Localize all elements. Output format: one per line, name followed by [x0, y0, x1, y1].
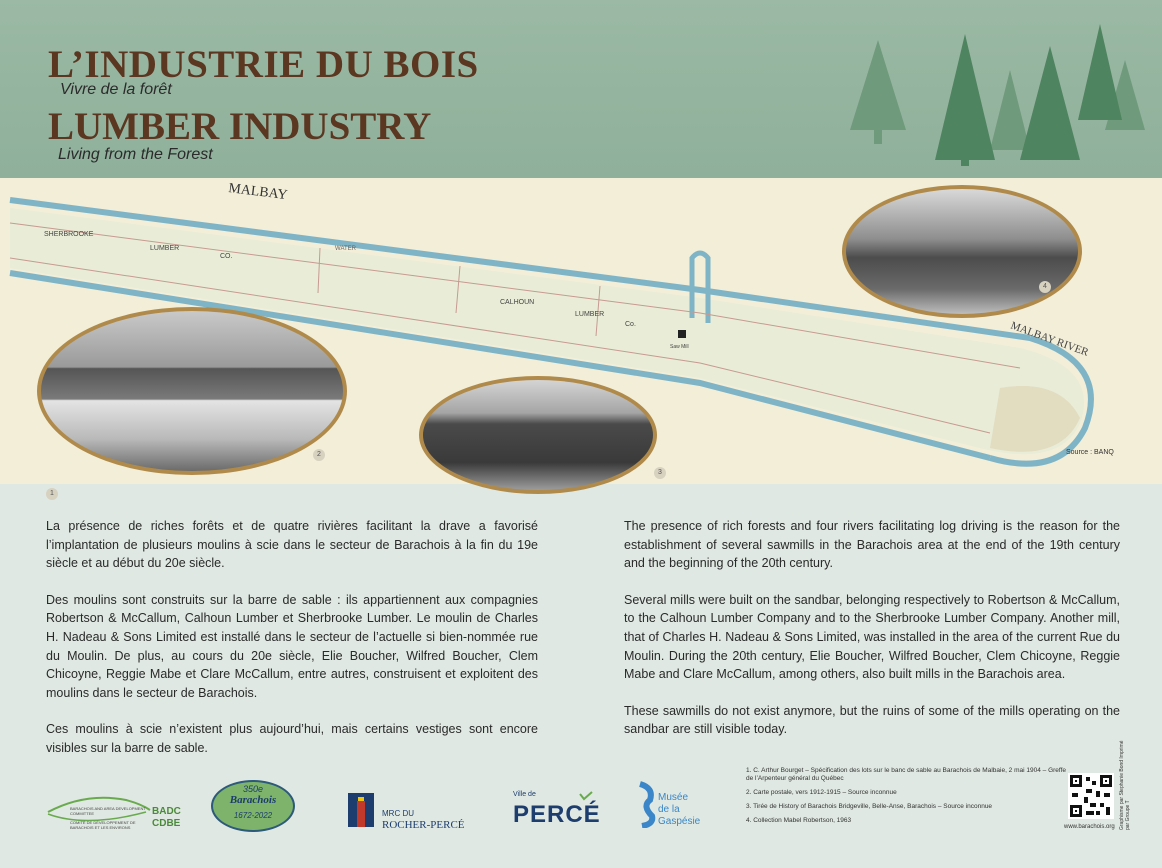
cdbe-small-text: COMITÉ DE DÉVELOPPEMENT DE BARACHOIS ET LES ENVIRONS: [70, 820, 136, 830]
title-fr: L’INDUSTRIE DU BOIS: [48, 43, 479, 86]
photo-workers-group: [419, 376, 657, 494]
map-label-sherbrooke: SHERBROOKE: [44, 231, 94, 238]
credit-1: 1. C. Arthur Bourget – Spécification des lots sur le banc de sable au Barachois de Malbaie, 2 mai 1904 – Greffe de l’Arpenteur général du Québec: [746, 767, 1067, 782]
musee-line-1: Musée: [658, 792, 689, 803]
photo-number-2: 2: [313, 449, 325, 461]
photo-mill-buildings: [37, 307, 347, 475]
photo-number-1: 1: [46, 488, 58, 500]
perce-accent-icon: [579, 791, 593, 801]
anniversary-350-logo: [211, 780, 295, 832]
mrc-rocher-perce-logo: [344, 787, 474, 833]
website-link[interactable]: www.barachois.org: [1064, 824, 1115, 830]
subtitle-fr: Vivre de la forêt: [60, 81, 172, 98]
pine-trees-illustration: [830, 20, 1150, 170]
lighthouse-icon: [344, 787, 378, 831]
qr-code-graphic: [1068, 773, 1114, 819]
perce-wordmark: PERCÉ: [513, 801, 601, 828]
header-banner: [0, 0, 1162, 178]
map-label-water: WATER: [335, 246, 356, 252]
text-column-en: [624, 517, 1120, 757]
paragraph-fr-1: La présence de riches forêts et de quatre rivières facilitant la drave a favorisé l’implantation de plusieurs moulins à scie dans le secteur de Barachois à la fin du 19e siècle et au début du 20e siècle.: [46, 519, 538, 571]
map-label-malbay: MALBAY: [227, 181, 289, 204]
paragraph-fr-2: Des moulins sont construits sur la barre de sable : ils appartiennent aux compagnies Robertson & McCallum, Calhoun Lumber et Sherbrooke Lumber. Le moulin de Charles H. Nadeau & Sons Limited est installé dans le secteur de l’actuelle si bien-nommée rue du Moulin. De plus, au cours du 20e siècle, Elie Boucher, Wilfred Boucher, Clem Chicoyne, Reggie Mabe et Clare McCallum, entre autres, construisent et exploitent des moulins dans le secteur de Barachois.: [46, 592, 538, 700]
badc-label: BADC: [152, 806, 181, 817]
musee-gaspesie-logo: [636, 780, 716, 832]
credit-4: 4. Collection Mabel Robertson, 1963: [746, 817, 852, 824]
map-label-co-2: Co.: [625, 321, 636, 328]
map-label-saw-mill: Saw Mill: [670, 344, 689, 350]
musee-line-2: de la: [658, 804, 680, 815]
credit-3: 3. Tirée de History of Barachois Bridgeville, Belle-Anse, Barachois – Source inconnue: [746, 803, 993, 810]
photo-old-sawmill: [842, 185, 1082, 318]
map-label-co: CO.: [220, 253, 233, 260]
map-label-river: MALBAY RIVER: [1008, 319, 1091, 359]
subtitle-en: Living from the Forest: [58, 146, 213, 163]
mrc-name: ROCHER-PERCÉ: [382, 819, 465, 831]
anniversary-number: 350e: [242, 784, 264, 794]
map-label-calhoun: CALHOUN: [500, 299, 535, 306]
paragraph-fr-3: Ces moulins à scie n’existent plus aujourd’hui, mais certains vestiges sont encore visibles sur la barre de sable.: [46, 722, 538, 755]
map-source: Source : BANQ: [1066, 449, 1114, 456]
badc-small-text: BARACHOIS AND AREA DEVELOPMENT COMMITTEE: [70, 806, 146, 816]
musee-line-3: Gaspésie: [658, 816, 701, 827]
musee-mark-icon: [636, 780, 658, 828]
credit-2: 2. Carte postale, vers 1912-1915 – Source inconnue: [746, 789, 897, 796]
design-credit: Graphisme par Stephanie Bond Imprimé par Groupe T: [1119, 740, 1131, 830]
badc-logo: [46, 790, 181, 832]
anniversary-name: Barachois: [229, 794, 277, 806]
text-column-fr: [46, 517, 538, 776]
photo-number-3: 3: [654, 467, 666, 479]
anniversary-years: 1672-2022: [233, 811, 273, 820]
paragraph-en-2: Several mills were built on the sandbar, belonging respectively to Robertson & McCallum, to the Calhoun Lumber Company and to the Sherbrooke Lumber Company. Another mill, that of Charles H. Nadeau & Sons Limited, was installed in the area of the current Rue du Moulin. During the 20th century, Elie Boucher, Wilfred Boucher, Clem Chicoyne, Reggie Mabe and Clare McCallum, among others, also built mills in the Barachois area.: [624, 592, 1120, 682]
photo-number-4: 4: [1039, 281, 1051, 293]
paragraph-en-1: The presence of rich forests and four rivers facilitating log driving is the reason for the establishment of several sawmills in the Barachois area at the end of the 19th century and the beginning of the 20th century.: [624, 519, 1120, 571]
cdbe-label: CDBE: [152, 818, 181, 829]
ville-de-label: Ville de: [513, 791, 536, 798]
image-credits: [746, 767, 1066, 831]
title-en: LUMBER INDUSTRY: [48, 105, 432, 148]
ville-perce-logo: [513, 791, 601, 833]
mrc-small-label: MRC DU: [382, 809, 414, 818]
map-label-lumber: LUMBER: [150, 245, 180, 252]
paragraph-en-3: These sawmills do not exist anymore, but the ruins of some of the mills operating on the sandbar are still visible today.: [624, 703, 1120, 737]
map-label-lumber-2: LUMBER: [575, 311, 605, 318]
qr-code[interactable]: [1068, 773, 1114, 819]
